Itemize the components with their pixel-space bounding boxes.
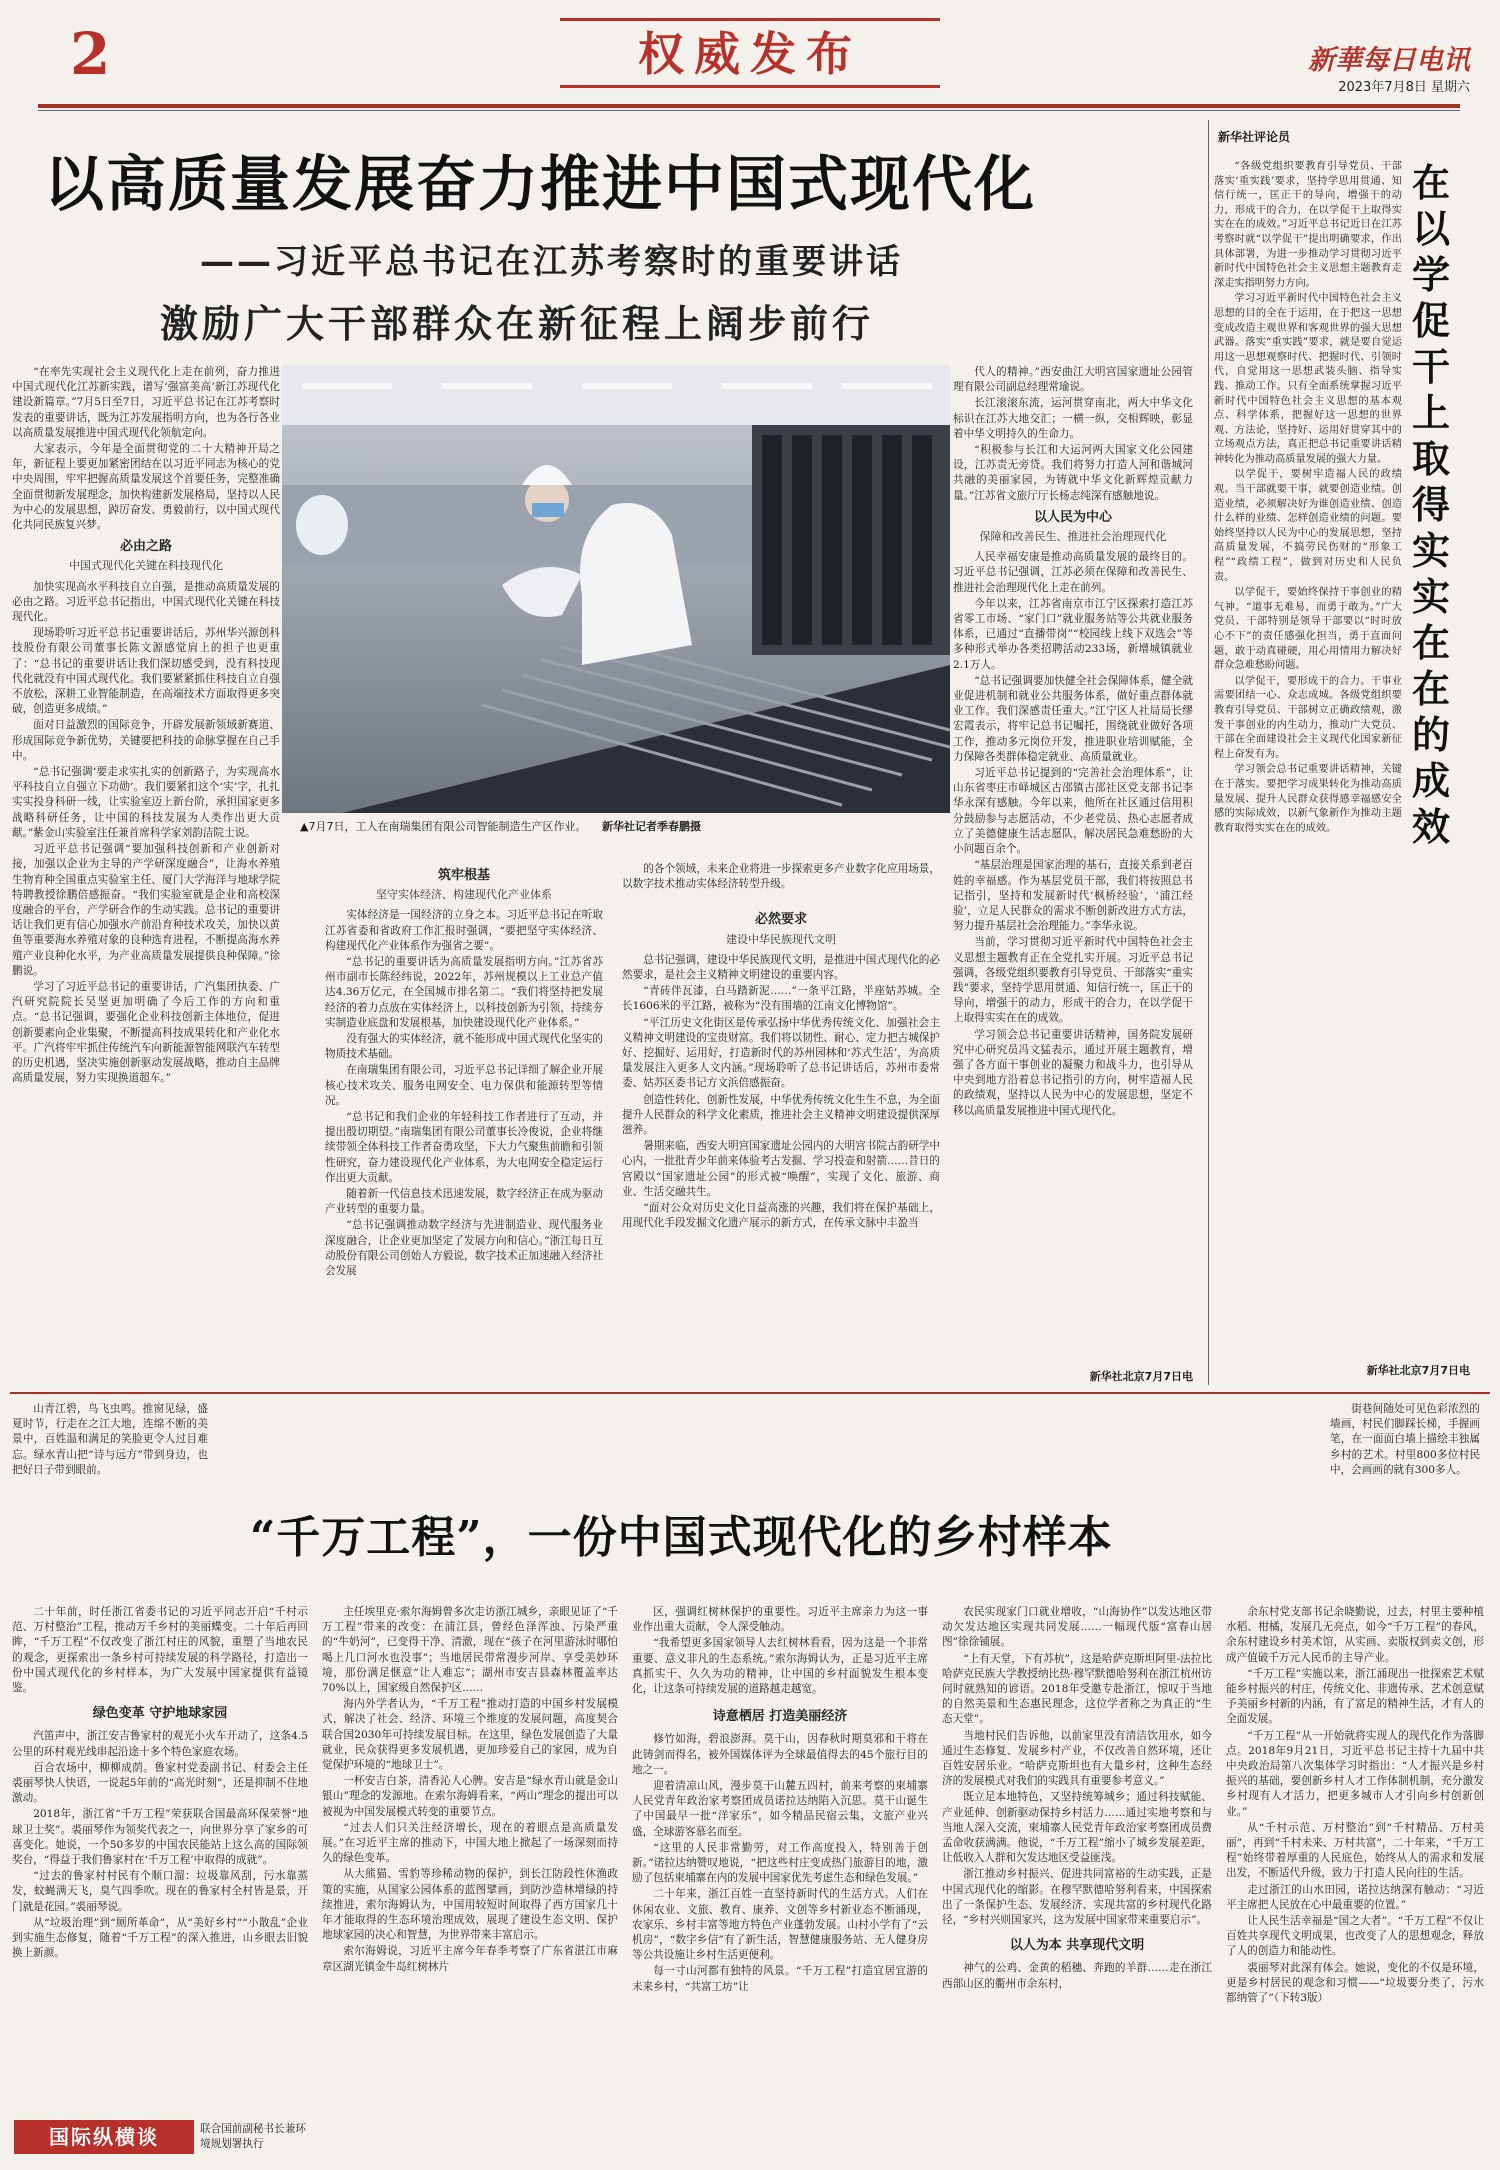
issue-date: 2023年7月8日 星期六 [1338, 80, 1470, 95]
photo-caption [300, 818, 960, 834]
paragraph: “总书记强调‘要走求实扎实的创新路子，为实现高水平科技自立自强立下功勋’。我们要紧扣这个‘实’字，扎扎实实投身科研一线，让实验室迈上新台阶，承担国家更多战略科研任务，让中国的科技发展为人类作出更大贡献。”紫金山实验室注任兼首席科学家刘韵洁院士说。 [12, 766, 280, 839]
paragraph: “过去人们只关注经济增长，现在的着眼点是高质量发展。”在习近平主席的推动下，中国大地上掀起了一场深刻而持久的绿色变革。 [322, 1821, 618, 1865]
section-divider [10, 1392, 1490, 1394]
paragraph: “青砖伴瓦漆，白马踏新泥……”一条平江路，半座姑苏城。全长1606米的平江路，被称为“没有围墙的江南文化博物馆”。 [622, 985, 940, 1013]
intro-right [1330, 1402, 1480, 1602]
paragraph: 神气的公鸡、金黄的稻穗、奔跑的羊群……走在浙江西部山区的衢州市余东村， [942, 1962, 1212, 1990]
subheading: 以人为本 共享现代文明 [1009, 1938, 1145, 1954]
paragraph: “在率先实现社会主义现代化上走在前列，奋力推进中国式现代化江苏新实践，谱写‘强富美高’新江苏现代化建设新篇章。”7月5日至7日，习近平总书记在江苏考察时发表的重要讲话，既为江苏发展指明方向，也为各行各业以高质量发展推进中国式现代化领航定向。 [12, 366, 280, 439]
second-headline: “千万工程”，一份中国式现代化的乡村样本 [250, 1512, 1113, 1563]
subheading: 诗意栖居 打造美丽经济 [712, 1709, 848, 1725]
paragraph: 今年以来，江苏省南京市江宁区探索打造江苏省零工市场、“家门口”就业服务站等公共就业服务体系，已通过“直播带岗”“校园线上线下双选会”等多种形式举办各类招聘活动233场，新增城镇就业2.1万人。 [953, 597, 1193, 671]
page-number: 2 [70, 20, 111, 88]
masthead-rule [38, 104, 1460, 108]
paragraph: 二十年前，时任浙江省委书记的习近平同志开启“千村示范、万村整治”工程，推动万千乡村的美丽蝶变。二十年后再回眸，“千万工程”不仅改变了浙江村庄的风貌，重塑了当地农民的观念，更探索出一条乡村可持续发展的科学路径，打造出一份中国式现代化的乡村样本，为广大发展中国家提供有益镜鉴。 [12, 1606, 308, 1695]
paragraph: “总书记强调要加快健全社会保障体系，健全就业促进机制和就业公共服务体系，做好重点群体就业工作。我们深感责任重大。”江宁区人社局局长缪宏霞表示，将牢记总书记嘱托，围绕就业做好各项工作，推动多元岗位开发，推进职业培训赋能，全力保障各类群体稳定就业、高质量就业。 [953, 674, 1193, 763]
paragraph: 学习领会总书记重要讲话精神，国务院发展研究中心研究员冯文猛表示，通过开展主题教育，增强了各方面干事创业的凝聚力和战斗力，也引导从中央到地方沿着总书记指引的方向，树牢造福人民的政绩观，坚持以人民为中心的发展思想，坚定不移以高质量发展推进中国式现代化。 [953, 1028, 1193, 1117]
paragraph: 学习领会总书记重要讲话精神，关键在于落实。要把学习成果转化为推动高质量发展、提升人民群众获得感幸福感安全感的实际成效，以新气象新作为推动主题教育取得实实在在的成效。 [1214, 764, 1402, 834]
subheading: 必然要求 [754, 912, 807, 928]
paragraph: “这里的人民非常勤劳，对工作高度投入，特别善于创新。”诺拉达纳赞叹地说，“把这些村庄变成热门旅游目的地，激励了包括柬埔寨在内的发展中国家优先考虑生态和绿色发展。” [632, 1841, 928, 1885]
paragraph: “面对公众对历史文化日益高涨的兴趣，我们将在保护基础上，用现代化手段发掘文化遗产展示的新方式，在传承文脉中丰盈当 [622, 1202, 940, 1230]
paragraph: 学习了习近平总书记的重要讲话，广汽集团执委、广汽研究院院长吴坚更加明确了今后工作的方向和重点。“总书记强调，要强化企业科技创新主体地位，促进创新要素向企业集聚，不断提高科技成果转化和产业化水平。广汽将牢牢抓住传统汽车向新能源智能网联汽车转型的历史机遇，坚决实施创新驱动发展战略，推动自主品牌高质量发展，努力实现换道超车。” [12, 980, 280, 1085]
paragraph: 既立足本地特色，又坚持统筹城乡；通过科技赋能、产业延伸、创新驱动保持乡村活力……通过实地考察和与当地人深入交流，柬埔寨人民党青年政治家考察团成员费孟命收获满满。他说，“千万工程”缩小了城乡发展差距，让低收入人群和欠发达地区受益匪浅。 [942, 1791, 1212, 1865]
photo-caption-text: ▲7月7日，工人在南瑞集团有限公司智能制造生产区作业。 [300, 820, 587, 833]
lead-column-3 [622, 862, 940, 1380]
subheading-line: 坚守实体经济、构建现代化产业体系 [376, 888, 552, 902]
paragraph: 以学促干，要形成干的合力。干事业需要团结一心、众志成城。各级党组织要教育引导党员、干部树立正确政绩观，激发干事创业的内生动力，推动广大党员、干部在全面建设社会主义现代化国家新征程上奋发有为。 [1214, 675, 1402, 760]
paragraph: 从大熊猫、雪豹等珍稀动物的保护，到长江防段性休渔政策的实施，从国家公园体系的蓝图擘画，到防沙造林增绿的持续推进，索尔海姆认为，中国用较短时间取得了西方国家几十年才能取得的生态环境治理成效，展现了建设生态文明、保护地球家园的决心和智慧，为世界带来丰富启示。 [322, 1868, 618, 1942]
paragraph: 以学促干，要始终保持干事创业的精气神。“道事无难易，而勇于敢为。”广大党员、干部特别是领导干部要以“时时放心不下”的责任感强化担当，勇于直面问题，敢于动真碰硬，用心用情用力解决好群众急难愁盼问题。 [1214, 587, 1402, 672]
second-column-5 [1226, 1605, 1484, 2160]
section-title: 权威发布 [638, 27, 862, 81]
paragraph: 当前，学习贯彻习近平新时代中国特色社会主义思想主题教育正在全党扎实开展。习近平总书记强调，各级党组织要教育引导党员、干部落实“重实践”要求，坚持学思用贯通、知信行统一，匡正干的导向，增强干的动力，形成干的合力，在以学促干上取得实实在在的成效。 [953, 936, 1193, 1025]
commentary-byline: 新华社评论员 [1218, 130, 1291, 144]
paragraph: 当地村民们告诉他，以前家里没有清洁饮用水，如今通过生态修复、发展乡村产业，不仅改善自然环境，还让百姓安居乐业。“哈萨克斯坦也有大量乡村，这种生态经济的发展模式对我们的实践具有重要参考意义。” [942, 1729, 1212, 1788]
second-column-3 [632, 1605, 928, 2160]
commentary-signoff: 新华社北京7月7日电 [1366, 1364, 1470, 1377]
paragraph: “千万工程”从一开始就将实现人的现代化作为落脚点。2018年9月21日，习近平总书记主持十九届中共中央政治局第八次集体学习时指出：“人才振兴是乡村振兴的基础，要创新乡村人才工作体制机制，充分激发乡村现有人才活力，把更多城市人才引向乡村创新创业。” [1226, 1729, 1484, 1818]
paragraph: “总书记强调推动数字经济与先进制造业、现代服务业深度融合，让企业更加坚定了发展方向和信心。”浙江每日互动股份有限公司创始人方毅说，数字技术正加速融入经济社会发展 [325, 1219, 603, 1278]
paragraph: “总书记和我们企业的年轻科技工作者进行了互动，并提出殷切期望。”南瑞集团有限公司董事长冷俊说，企业将继续带领全体科技工作者奋勇攻坚，下大力气聚焦前瞻和引领性研究，奋力建设现代化产业体系，为大电网安全稳定运行作出更大贡献。 [325, 1111, 603, 1184]
paragraph: 农民实现家门口就业增收，“山海协作”以发达地区带动欠发达地区实现共同发展……一幅现代版“富春山居图”徐徐铺展。 [942, 1606, 1212, 1649]
paragraph: “千万工程”实施以来，浙江涌现出一批探索艺术赋能乡村振兴的村庄，传统文化、非遗传承、艺术创意赋予美丽乡村新的内涵，有了富足的精神生活，才有人的全面发展。 [1226, 1667, 1484, 1726]
paragraph: 在南瑞集团有限公司，习近平总书记详细了解企业开展核心技术攻关、服务电网安全、电力保供和能源转型等情况。 [325, 1064, 603, 1107]
second-column-4 [942, 1605, 1212, 2160]
paragraph: “总书记的重要讲话为高质量发展指明方向。”江苏省苏州市副市长陈经纬说，2022年，苏州规模以上工业总产值达4.36万亿元，在全国城市排名第二。“我们将坚持把发展经济的着力点放在实体经济上，以科技创新为引领，持续夯实制造业底盘和发展根基，加快建设现代化产业体系。” [325, 956, 603, 1029]
subheading: 必由之路 [119, 539, 172, 555]
paragraph: 汽笛声中，浙江安吉鲁家村的观光小火车开动了，这条4.5公里的环村观光线串起沿途十多个特色家庭农场。 [12, 1730, 308, 1758]
paragraph: 总书记强调，建设中华民族现代文明，是推进中国式现代化的必然要求，是社会主义精神文明建设的重要内容。 [622, 953, 940, 982]
paragraph: “我希望更多国家领导人去红树林看看，因为这是一个非常重要、意义非凡的生态系统。”索尔海姆认为，正是习近平主席真抓实干、久久为功的精神，让中国的乡村面貌发生根本变化，让这条可持续发展的道路越走越宽。 [632, 1637, 928, 1696]
paragraph: 余东村党支部书记余晓勤说，过去，村里主要种植水稻、柑橘，发展几无亮点，如今“千万工程”的春风，余东村建设乡村美术馆，从实画、卖版权到卖文创，形成产值破千万元人民币的主导产业。 [1226, 1606, 1484, 1664]
paragraph: 以学促干，要树牢造福人民的政绩观。当干部就要干事，就要创造业绩。创造业绩，必须解决好为谁创造业绩、创造什么样的业绩、怎样创造业绩的问题。要始终坚持以人民为中心的发展思想，坚持高质量发展，不搞劳民伤财的“形象工程”“政绩工程”，做到对历史和人民负责。 [1214, 469, 1402, 583]
paragraph: 修竹如海，碧浪澎湃。莫干山，因春秋时期莫邪和干将在此铸剑而得名，被外国媒体评为全球最值得去的45个旅行目的地之一。 [632, 1733, 928, 1776]
paragraph: 浙江推动乡村振兴、促进共同富裕的生动实践，正是中国式现代化的缩影。在穆罕默德哈努利看来，中国探索出了一条保护生态、发展经济、实现共富的乡村现代化路径，“乡村兴则国家兴，这为发展中国家带来重要启示”。 [942, 1868, 1212, 1927]
second-column-2 [322, 1605, 618, 2160]
paragraph: 没有强大的实体经济，就不能形成中国式现代化坚实的物质技术基础。 [325, 1033, 603, 1061]
second-column-1 [12, 1605, 308, 2125]
paragraph: 代人的精神。”西安曲江大明宫国家遗址公园管理有限公司副总经理常瑜说。 [953, 366, 1193, 394]
column-tag: 国际纵横谈 [14, 2120, 194, 2154]
paragraph: 街巷间随处可见色彩浓烈的墙画，村民们脚踩长梯，手握画笔，在一面面白墙上描绘丰独属乡村的艺术。村里800多位村民中，会画画的就有300多人。 [1330, 1403, 1480, 1476]
paragraph: “基层治理是国家治理的基石，直接关系到老百姓的幸福感。作为基层党员干部，我们将按照总书记指引，坚持和发展新时代‘枫桥经验’，‘浦江经验’，立足人民群众的需求不断创新改进方式方法，努力提升基层社会治理能力。”李华永说。 [953, 859, 1193, 933]
paragraph: 长江滚滚东流，运河贯穿南北，两大中华文化标识在江苏大地交汇；一横一纵，交相辉映，彰显着中华文明持久的生命力。 [953, 397, 1193, 440]
commentary-title: 在以学促干上取得实实在在的成效 [1412, 160, 1451, 849]
paragraph: 百合农场中，柳柳成荫。鲁家村党委副书记、村委会主任裘丽琴快人快语，一说起5年前的“高光时刻”，还是抑制不住地激动。 [12, 1761, 308, 1805]
paragraph: 习近平总书记强调“要加强科技创新和产业创新对接，加强以企业为主导的产学研深度融合”，让海水养殖生物育种全国重点实验室主任、厦门大学海洋与地球学院特聘教授徐鹏倍感振奋。“我们实验室就是企业和高校深度融合的平台，产学研合作的生动实践。总书记的重要讲话让我们更有信心加强水产前沿育种技术攻关，加快以黄鱼等重要海水养殖对象的良种选育进程，不断提高海水养殖产业良种化水平，为产业高质量发展提供良种保障。”徐鹏说。 [12, 843, 280, 977]
lead-column-1 [12, 365, 280, 1380]
subheading-line: 保障和改善民生、推进社会治理现代化 [979, 530, 1167, 544]
lead-column-4 [953, 365, 1193, 1365]
paragraph: 裘丽琴对此深有体会。她说，变化的不仅是环境，更是乡村居民的观念和习惯——“垃圾要分类了，污水都纳管了”（下转3版） [1226, 1961, 1484, 2005]
paper-logo: 新華每日电讯 [1308, 45, 1470, 76]
lead-headline: 以高质量发展奋力推进中国式现代化 [44, 150, 1036, 220]
lead-subtitle-2: 激励广大干部群众在新征程上阔步前行 [160, 302, 875, 346]
subheading-line: 建设中华民族现代文明 [726, 932, 836, 946]
subheading: 以人民为中心 [1033, 509, 1112, 525]
commentary-body [1214, 160, 1402, 1355]
paragraph: 加快实现高水平科技自立自强，是推动高质量发展的必由之路。习近平总书记指出，中国式现代化关键在科技现代化。 [12, 580, 280, 624]
commentary-divider [1208, 120, 1209, 1385]
paragraph: 一杯安吉白茶，清香沁人心脾。安吉是“绿水青山就是金山银山”理念的发源地。在索尔海姆看来，“两山”理念的提出可以被视为中国发展模式转变的重要节点。 [322, 1775, 618, 1818]
paragraph: 从“千村示范、万村整治”到“千村精品、万村美丽”，再到“千村未来、万村共富”，二十年来，“千万工程”始终带着厚重的人民底色，始终从人的需求和发展出发，不断适代升级，致力于打造人民向往的生活。 [1226, 1821, 1484, 1880]
paragraph: 习近平总书记提到的“完善社会治理体系”，让山东省枣庄市峄城区古邵镇古邵社区党支部书记李华永深有感触。今年以来，他所在社区通过信用积分鼓励参与志愿活动，不少老党员、热心志愿者成立了美德健康生活志愿队，解决居民急难愁盼的大小问题百余个。 [953, 767, 1193, 856]
subheading-line: 中国式现代化关键在科技现代化 [69, 559, 223, 573]
factory-photo-illustration [282, 365, 950, 813]
paragraph: 迎着清凉山风，漫步莫干山麓五四村，前来考察的柬埔寨人民党青年政治家考察团成员诺拉达纳陷入沉思。莫干山诞生了中国最早一批“洋家乐”，如今精品民宿云集，文旅产业兴盛，全球游客慕名而至。 [632, 1780, 928, 1838]
paragraph: 大家表示，今年是全面贯彻党的二十大精神开局之年，新征程上要更加紧密团结在以习近平同志为核心的党中央周围，牢牢把握高质量发展这个首要任务，完整准确全面贯彻新发展理念，加快构建新发展格局，坚持以人民为中心的发展思想，踔厉奋发、勇毅前行，以中国式现代化共同民族复兴梦。 [12, 443, 280, 532]
paragraph: 每一寸山河都有独特的风景。“千万工程”打造宜居宜游的未来乡村，“共富工坊”让 [632, 1965, 928, 1993]
masthead [0, 0, 1500, 100]
paragraph: 2018年，浙江省“千万工程”荣获联合国最高环保荣誉“地球卫士奖”。裘丽琴作为领奖代表之一，向世界分享了家乡的可喜变化。她说，一个50多岁的中国农民能站上这么高的国际领奖台，“得益于我们鲁家村在‘千万工程’中取得的成就”。 [12, 1808, 308, 1867]
paragraph: “各级党组织要教育引导党员、干部落实‘重实践’要求，坚持学思用贯通、知信行统一，匡正干的导向，增强干的动力，形成干的合力，在以学促干上取得实实在在的成效。”习近平总书记近日在江苏考察时就“以学促干”提出明确要求，作出具体部署，为进一步推动学习贯彻习近平新时代中国特色社会主义思想主题教育走深走实指明努力方向。 [1214, 161, 1402, 289]
paragraph: 创造性转化、创新性发展，中华优秀传统文化生生不息，为全面提升人民群众的科学文化素质，推进社会主义精神文明建设提供深厚滋养。 [622, 1093, 940, 1137]
paragraph: 从“垃圾治理”到“厕所革命”，从“美好乡村”“小散乱”企业到实施生态修复，随着“千万工程”的深入推进，山乡眼去旧貌换上新颜。 [12, 1916, 308, 1960]
paragraph: 面对日益激烈的国际竞争，开辟发展新领域新赛道、形成国际竞争新优势，关键要把科技的命脉掌握在自己手中。 [12, 719, 280, 762]
paragraph: 的各个领域，未来企业将进一步探索更多产业数字化应用场景，以数字技术推动实体经济转型升级。 [622, 863, 940, 891]
paragraph: 随着新一代信息技术迅速发展，数字经济正在成为驱动产业转型的重要力量。 [325, 1188, 603, 1216]
subheading: 筑牢根基 [437, 868, 490, 883]
paragraph: 二十年来，浙江百姓一直坚持新时代的生活方式。人们在休闲农业、文旅、教育、康养、文创等乡村新业态不断涌现，农家乐、乡村丰富等地方特色产业蓬勃发展。山村小学有了“云机房”，“数字乡信”有了新生活，智慧健康服务站、无人健身房等公共设施让乡村生活更便利。 [632, 1888, 928, 1962]
paragraph: 走过浙江的山水田园，诺拉达纳深有触动：“习近平主席把人民放在心中最重要的位置。” [1226, 1883, 1484, 1911]
paragraph: 暑期来临，西安大明宫国家遗址公园内的大明宫书院古韵研学中心内，一批批青少年前来体验考古发掘、学习投壶和射箭……昔日的宫殿以“国家遗址公园”的形式被“唤醒”，实现了文化、旅游、商业、生活交融共生。 [622, 1140, 940, 1198]
subheading: 绿色变革 守护地球家园 [92, 1706, 228, 1722]
paragraph: “上有天堂，下有苏杭”，这是哈萨克斯坦阿里-法拉比哈萨克民族大学教授纳比热·穆罕默德哈努利在浙江杭州访问时就熟知的谚语。2018年受邀专赴浙江，惊叹于当地的自然美景和生态惠民理念，这位学者称之为真正的“生态天堂”。 [942, 1652, 1212, 1726]
paragraph: “平江历史文化街区是传承弘扬中华优秀传统文化、加强社会主义精神文明建设的宝贵财富。我们将以韧性、耐心、定力把古城保护好、挖掘好、运用好，打造新时代的苏州园林和‘苏式生活’，为高质量发展注入更多人文内涵。”现场聆听了总书记讲话后，苏州市委常委、姑苏区委书记方文浜倍感振奋。 [622, 1016, 940, 1090]
masthead-rule-thin [38, 110, 1460, 111]
paragraph: 让人民生活幸福是“国之大者”。“千万工程”不仅让百姓共享现代文明成果，也改变了人的思想观念，释放了人的创造力和能动性。 [1226, 1915, 1484, 1958]
paragraph: “积极参与长江和大运河两大国家文化公园建设，江苏责无旁贷。我们将努力打造人河和谐城河共融的美丽家园，为铸就中华文化新辉煌贡献力量。”江苏省文旅厅厅长杨志纯深有感触地说。 [953, 444, 1193, 502]
column-tag-text: 联合国前副秘书长兼环境规划署执行 [200, 2123, 306, 2150]
paragraph: 现场聆听习近平总书记重要讲话后，苏州华兴源创科技股份有限公司董事长陈文源感觉肩上的担子也更重了：“总书记的重要讲话让我们深切感受到，没有科技现代化就没有中国式现代化。我们要紧紧抓住科技自立自强不放松，深耕工业智能制造，在高端技术方面取得更多突破，创造更多成绩。” [12, 627, 280, 716]
lead-photo [282, 365, 950, 813]
lead-column-2 [325, 862, 603, 1380]
paragraph: 主任埃里克·索尔海姆曾多次走访浙江城乡，亲眼见证了“千万工程”带来的改变：在浦江县，曾经色泽浑浊、污染严重的“牛奶河”，已变得干净、清澈，现在“孩子在河里游泳时哪怕喝上几口河水也没事”；当地居民带常漫步河岸、享受美妙环境，那份满足惬意“让人难忘”；湖州市安吉县森林覆盖率达70%以上，国家级自然保护区…… [322, 1606, 618, 1695]
paragraph: 实体经济是一国经济的立身之本。习近平总书记在听取江苏省委和省政府工作汇报时强调，“要把坚守实体经济、构建现代化产业体系作为强省之要”。 [325, 909, 603, 952]
lead-signoff: 新华社北京7月7日电 [1089, 1370, 1193, 1383]
paragraph: 区，强调红树林保护的重要性。习近平主席亲力为这一事业作出重大贡献，令人深受触动。 [632, 1606, 928, 1634]
paragraph: 学习习近平新时代中国特色社会主义思想的目的全在于运用，在于把这一思想变成改造主观世界和客观世界的强大思想武器。落实“重实践”要求，就是要自觉运用这一思想观察时代、把握时代、引领时代，自觉用这一思想武装头脑、指导实践、推动工作。只有全面系统掌握习近平新时代中国特色社会主义思想的基本观点、科学体系，把握好这一思想的世界观、方法论，坚持好、运用好贯穿其中的立场观点方法，真正把总书记重要讲话精神转化为推动高质量发展的强大力量。 [1214, 293, 1402, 465]
paragraph: 人民幸福安康是推动高质量发展的最终目的。习近平总书记强调，江苏必须在保障和改善民生、推进社会治理现代化上走在前列。 [953, 551, 1193, 594]
paragraph: 山青江碧，鸟飞虫鸣。推窗见绿，盛夏时节，行走在之江大地，连绵不断的美景中，百姓温和满足的笑脸更令人过目难忘。绿水青山把“诗与远方”带到身边，也把好日子带到眼前。 [12, 1403, 208, 1476]
paragraph: “过去的鲁家村村民有个顺口溜：垃圾靠风刮，污水靠蒸发，蚊蝇满天飞，臭气四季吹。现在的鲁家村全村皆是景，开门就是花园。”裘丽琴说。 [12, 1870, 308, 1913]
photo-credit: 新华社记者季春鹏摄 [601, 820, 701, 833]
paragraph: 海内外学者认为，“千万工程”推动打造的中国乡村发展模式，解决了社会、经济、环境三个维度的发展问题，高度契合联合国2030年可持续发展目标。在这里，绿色发展创造了大量就业，民众获得更多发展机遇，更加珍爱自己的家园，成为自觉保护环境的“地球卫士”。 [322, 1698, 618, 1772]
lead-subtitle: ——习近平总书记在江苏考察时的重要讲话 [200, 242, 903, 282]
paragraph: 索尔海姆说，习近平主席今年春季考察了广东省湛江市麻章区湖光镇金牛岛红树林片 [322, 1945, 618, 1973]
